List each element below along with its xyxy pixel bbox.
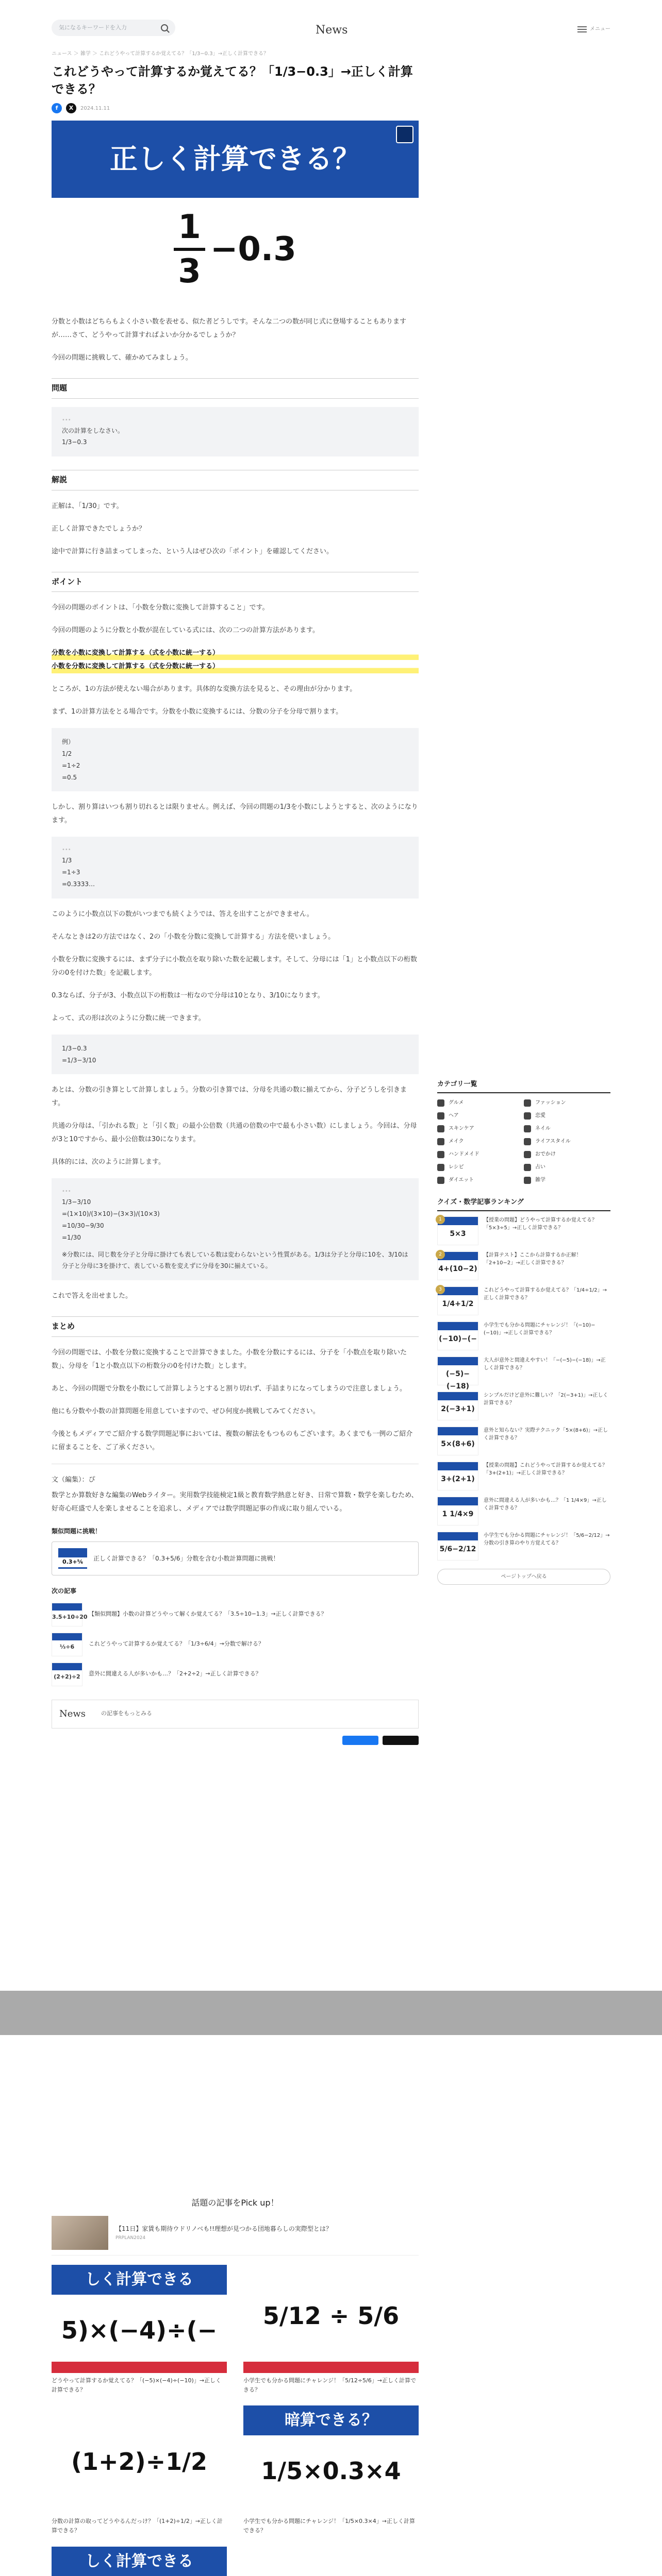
hero-fraction [174,208,205,291]
category-item[interactable] [524,1124,610,1133]
category-label: 占い [535,1164,545,1171]
pickup-card[interactable] [52,2405,227,2535]
thumb-band [438,1427,478,1435]
problem-box [52,407,419,457]
card-expr: 5)×(−4)÷(− [61,2316,218,2345]
pickup-card[interactable] [52,2547,227,2576]
category-label: スキンケア [449,1126,474,1132]
example-3-line: =1/3−3/10 [62,1056,96,1064]
hero-band-text: 正しく計算できる？ [52,121,419,198]
search-input[interactable] [52,20,175,36]
pickup-title: 話題の記事をPick up！ [191,2198,279,2208]
thumb-expr: 5/6−2/12 [439,1545,476,1554]
ranking-thumb [437,1321,478,1350]
ranking-title: これどうやって計算するか覚えてる？「1/4÷1/2」→正しく計算できる？ [484,1287,607,1301]
ranking-item[interactable] [437,1532,610,1561]
box-dots: ••• [62,847,71,853]
point-text-15: これで答えを出せました。 [52,1292,133,1300]
ranking-title: 意外に間違える人が多いかも…？「1 1/4×9」→正しく計算できる？ [484,1498,607,1512]
article-date: 2024.11.11 [80,105,110,111]
next-article-item[interactable] [52,1630,419,1659]
answer-text-2: 正しく計算できたでしょうか？ [52,524,146,533]
ranking-item[interactable] [437,1392,610,1420]
hero-expression [52,208,419,291]
next-article-thumb [52,1663,82,1686]
thumb-expr: 4+(10−2) [438,1265,477,1274]
ranking-title: 小学生でも分かる問題にチャレンジ！「5/6−2/12」→分数の引き算のやり方覚えてる？ [484,1533,610,1547]
ranking-title: シンプルだけど意外に難しい？「2(−3+1)」→正しく計算できる？ [484,1393,608,1406]
point-text-7: そんなときは2の方法ではなく、2の「小数を分数に変換して計算する」方法を使いましょう。 [52,933,335,941]
facebook-share-icon[interactable]: f [52,103,62,113]
ranking-item[interactable] [437,1427,610,1455]
category-icon [437,1164,444,1171]
ranking-item[interactable] [437,1251,610,1280]
category-icon [437,1112,444,1120]
category-icon [437,1138,444,1145]
example-box-2 [52,837,419,898]
thumb-expr: 1 1/4×9 [442,1510,474,1519]
next-article-thumb [52,1603,88,1626]
point-text-2: 今回の問題のように分数と小数が混在している式には、次の二つの計算方法があります。 [52,626,319,635]
category-label: 恋愛 [535,1113,545,1119]
search-icon[interactable] [161,24,168,31]
page-top-button[interactable]: ページトップへ戻る [437,1569,610,1585]
card-band: しく計算できる [52,2265,227,2295]
method-list [52,647,419,673]
challenge-text: 正しく計算できる？「0.3+5/6」分数を含む小数計算問題に挑戦！ [93,1554,279,1562]
example-3-line: 1/3−0.3 [62,1044,87,1052]
point-text-3: ところが、1の方法が使えない場合があります。具体的な変換方法を見ると、その理由が分かります。 [52,685,357,693]
ranking-title: 意外と知らない？実際テクニック「5×(8+6)」→正しく計算できる？ [484,1428,608,1442]
category-label: おでかけ [535,1151,556,1158]
category-label: ヘア [449,1113,459,1119]
sidebar [437,1079,610,1585]
thumb-band [438,1392,478,1400]
point-text-13: 具体的には、次のように計算します。 [52,1158,165,1166]
category-item[interactable] [524,1176,610,1184]
category-label: ファッション [535,1100,566,1106]
point-text-11: あとは、分数の引き算として計算しましょう。分数の引き算では、分母を共通の数に揃えてから、分子どうしを引きます。 [52,1086,407,1108]
pickup-card-image [243,2405,419,2514]
card-caption: どうやって計算するか覚えてる？「(−5)×(−4)÷(−10)」→正しく計算できる？ [52,2377,222,2393]
ranking-list [437,1216,610,1561]
point-intro: 今回の問題のポイントは、「小数を分数に変換して計算すること」です。 [52,604,269,612]
category-item[interactable] [437,1124,524,1133]
hero-denominator: 3 [178,252,201,291]
thumb-expr: 3+(2+1) [441,1475,475,1484]
next-article-title: 【類似問題】小数の計算どうやって解くか覚えてる？「3.5÷10−1.3」→正しく計算できる？ [89,1611,327,1618]
thumb-expr: (2+2)÷2 [54,1673,80,1680]
article [52,49,419,1745]
pickup-card[interactable] [243,2405,419,2535]
example-2-line: =1÷3 [62,869,80,876]
card-expr: (1+2)÷1/2 [71,2448,207,2476]
category-icon [437,1099,444,1107]
card-expr: 1/5×0.3×4 [261,2457,401,2485]
method-2: 小数を分数に変換して計算する（式を分数に統一する） [52,660,419,673]
pickup-main-source: PRPLAN2024 [115,2235,146,2241]
thumb-band [52,1633,82,1640]
card-band: 暗算できる？ [243,2405,419,2435]
pickup-main-title: 【11日】家賃も期待ウドリノベも!!理想が見つかる団地暮らしの実際型とは？ [115,2225,332,2233]
ranking-item[interactable] [437,1286,610,1315]
card-caption: 小学生でも分かる問題にチャレンジ！「1/5×0.3×4」→正しく計算できる？ [243,2518,415,2534]
category-icon [524,1151,531,1158]
rank-badge: 1 [436,1215,445,1224]
pickup-grid [52,2265,419,2576]
ranking-title: 【授業の問題】どうやって計算するか覚えてる？「5×3÷5」→正しく計算できる？ [484,1217,597,1231]
pickup-card-image [243,2547,419,2576]
hamburger-icon [577,29,587,30]
ranking-thumb [437,1427,478,1455]
menu-label: メニュー [590,26,610,32]
point-text-12: 共通の分母は、「引かれる数」と「引く数」の最小公倍数（共通の倍数の中で最も小さい数）にしましょう。今回は、分母が3と10ですから、最小公倍数は30になります。 [52,1122,417,1144]
fraction-bar [174,248,205,251]
ranking-thumb [437,1462,478,1490]
box-dots: ••• [62,417,71,423]
intro-text: 分数と小数はどちらもよく小さい数を表せる、似た者どうしです。そんな二つの数が同じ式に登場することもありますが……さて、どうやって計算すればよいか分かるでしょうか？ [52,318,406,340]
share-row [52,1736,419,1745]
ranking-item[interactable] [437,1216,610,1245]
thumb-band [438,1532,478,1540]
example-1-line: =0.5 [62,773,77,781]
example-4-line: =1/30 [62,1233,81,1241]
thumb-expr: 3.5+10÷20 [52,1613,88,1620]
pickup-card[interactable] [243,2547,419,2576]
site-logo[interactable]: News [316,24,348,37]
point-text-10: よって、式の形は次のように分数に統一できます。 [52,1014,205,1022]
answer-text-3: 途中で計算に行き詰まってしまった、という人はぜひ次の「ポイント」を確認してください。 [52,547,334,555]
category-list [437,1098,610,1184]
challenge-thumb-expr: 0.3+⅚ [58,1557,87,1567]
example-4-line: 1/3−3/10 [62,1198,91,1206]
answer-text-1: 正解は、「1/30」です。 [52,502,123,510]
example-1-line: 1/2 [62,750,72,758]
ranking-thumb [437,1357,478,1391]
category-item[interactable] [437,1098,524,1107]
card-stripe [243,2362,419,2373]
category-label: 雑学 [535,1177,545,1183]
x-share-icon[interactable]: X [66,103,76,113]
category-item[interactable] [524,1137,610,1146]
thumb-expr: 1/4+1/2 [442,1300,474,1309]
problem-line-2: 1/3−0.3 [62,438,87,446]
thumb-band [438,1462,478,1470]
point-text-5: しかし、割り算はいつも割り切れるとは限りません。例えば、今回の問題の1/3を小数にしようとすると、次のようになります。 [52,803,418,825]
site-header [0,0,662,56]
thumb-band [52,1663,82,1670]
section-heading-point: ポイント [52,572,419,592]
ranking-title: 大人が意外と間違えやすい！「−(−5)−(−18)」→正しく計算できる？ [484,1358,606,1371]
ranking-heading: クイズ・数学記事ランキング [437,1197,610,1211]
hero-rest: −0.3 [210,230,296,268]
ranking-title: 【計算テスト】ここから計算するか正解！「2+10−2」→正しく計算できる？ [484,1252,582,1266]
example-box-4 [52,1178,419,1280]
pickup-card[interactable] [52,2265,227,2394]
summary-text-3: 他にも分数や小数の計算問題を用意していますので、ぜひ何度か挑戦してみてください。 [52,1407,320,1415]
example-2-line: 1/3 [62,857,72,865]
next-article-title: これどうやって計算するか覚えてる？「1/3÷6/4」→分数で解ける？ [89,1640,264,1648]
category-icon [524,1112,531,1120]
category-label: メイク [449,1139,464,1145]
ranking-thumb [437,1286,478,1315]
thumb-expr: ⅓÷6 [59,1643,75,1650]
problem-line-1: 次の計算をしなさい。 [62,427,124,434]
category-icon [524,1099,531,1107]
thumb-expr: 5×3 [450,1230,466,1239]
challenge-heading: 類似問題に挑戦！ [52,1527,102,1535]
page-title: これどうやって計算するか覚えてる？「1/3−0.3」→正しく計算できる？ [52,64,413,96]
example-box-3 [52,1035,419,1075]
example-4-line: =10/30−9/30 [62,1222,104,1230]
section-heading-summary: まとめ [52,1316,419,1337]
summary-text-1: 今回の問題では、小数を分数に変換することで計算できました。小数を分数にするには、分子を「小数点を取り除いた数」、分母を「1と小数点以下の桁数分の0を付けた数」とします。 [52,1348,407,1370]
pickup-section [52,2196,419,2576]
category-label: レシピ [449,1164,464,1171]
point-text-8: 小数を分数に変換するには、まず分子に小数点を取り除いた数を記載します。そして、分母には「1」と小数点以下の桁数分の0を付けた数」を記載します。 [52,955,417,977]
hero-numerator: 1 [178,208,201,247]
category-label: グルメ [449,1100,464,1106]
ranking-thumb [437,1251,478,1280]
category-label: ライフスタイル [535,1139,571,1145]
category-heading: カテゴリ一覧 [437,1079,610,1093]
rank-badge: 2 [436,1250,445,1259]
category-icon [437,1177,444,1184]
chat-icon[interactable] [396,126,413,143]
point-text-6: このように小数点以下の数がいつまでも続くようでは、答えを出すことができません。 [52,910,313,918]
example-2-line: =0.3333… [62,880,95,888]
intro-text-2: 今回の問題に挑戦して、確かめてみましょう。 [52,354,192,362]
pickup-card-image [52,2547,227,2576]
x-share-button[interactable] [383,1736,419,1745]
category-icon [437,1125,444,1132]
author-bio: 数学とか算数好きな編集のWebライター。実用数学技能検定1級と教育数学熱意と好き、日常で算数・数学を楽しむため、好奇心旺盛で人を楽しませることを追求し、メディアでは数学問題記事の作成に取り組んでいる。 [52,1491,418,1513]
thumb-expr: 5×(8+6) [441,1440,475,1449]
example-box-1 [52,728,419,791]
overlay-strip [0,1991,662,2035]
thumb-expr: (−10)−(− [439,1335,477,1344]
more-news-text: の記事をもっとみる [101,1710,153,1717]
category-label: ダイエット [449,1177,474,1183]
category-item[interactable] [437,1150,524,1159]
card-band: しく計算できる [52,2547,227,2576]
challenge-card[interactable] [52,1541,419,1575]
next-article-item[interactable] [52,1600,419,1630]
category-icon [437,1151,444,1158]
category-icon [524,1177,531,1184]
example-4-note: ※分数には、同じ数を分子と分母に掛けても表している数は変わらないという性質がある。1/3は分子と分母に10を、3/10は分子と分母に3を掛けて、表している数を変えずに分母を30に揃えている。 [62,1250,408,1270]
ranking-thumb [437,1216,478,1245]
next-article-title: 意外に間違える人が多いかも…？「2+2÷2」→正しく計算できる？ [89,1670,261,1677]
card-caption: 小学生でも分かる問題にチャレンジ！「5/12÷5/6」→正しく計算できる？ [243,2377,416,2393]
category-item[interactable] [437,1163,524,1172]
point-text-9: 0.3ならば、分子が3、小数点以下の桁数は一桁なので分母は10となり、3/10になります。 [52,991,324,999]
section-heading-problem: 問題 [52,378,419,399]
pickup-main-photo [52,2216,108,2250]
thumb-band [438,1322,478,1330]
box-dots: ••• [62,1189,71,1195]
ranking-item[interactable] [437,1462,610,1490]
ranking-title: 【授業の問題】これどうやって計算するか覚えてる？「3+(2+1)」→正しく計算できる？ [484,1463,607,1477]
challenge-thumb [58,1548,87,1569]
category-item[interactable] [437,1176,524,1184]
pickup-card-image [52,2405,227,2514]
example-1-line: 例） [62,738,75,746]
rank-badge: 3 [436,1285,445,1294]
method-1: 分数を小数に変換して計算する（式を小数に統一する） [52,647,419,660]
pickup-card-image [52,2265,227,2373]
thumb-band [438,1497,478,1505]
breadcrumb[interactable]: ニュース ＞ 雑学 ＞ これどうやって計算するか覚えてる？「1/3−0.3」→正しく計算できる？ [52,51,269,57]
category-label: ネイル [535,1126,551,1132]
article-meta [52,103,419,113]
next-article-item[interactable] [52,1659,419,1689]
thumb-band [438,1357,478,1365]
hero-image [52,121,419,306]
search-placeholder: 気になるキーワードを入力 [59,24,127,31]
more-news-link[interactable] [52,1700,419,1729]
card-expr: 5/12 ÷ 5/6 [262,2302,400,2330]
ranking-thumb [437,1532,478,1561]
ranking-title: 小学生でも分かる問題にチャレンジ！「(−10)−(−10)」→正しく計算できる？ [484,1323,595,1336]
author-label: 文（編集）：ぴ [52,1476,95,1484]
pickup-card-image [243,2265,419,2373]
ranking-thumb [437,1497,478,1526]
category-item[interactable] [437,1111,524,1120]
thumb-expr: (−5)−(−18) [446,1370,470,1391]
category-item[interactable] [524,1150,610,1159]
section-heading-answer: 解説 [52,470,419,490]
news-logo: News [59,1708,86,1719]
next-article-thumb [52,1633,82,1656]
category-item[interactable] [524,1163,610,1172]
thumb-expr: 2(−3+1) [441,1405,475,1414]
summary-text-2: あと、今回の問題で分数を小数にして計算しようとすると割り切れず、手詰まりになってしまうので注意しましょう。 [52,1384,406,1393]
next-article-heading: 次の記事 [52,1587,77,1595]
category-item[interactable] [524,1111,610,1120]
example-1-line: =1÷2 [62,761,80,769]
ranking-item[interactable] [437,1321,610,1350]
card-stripe [52,2362,227,2373]
pickup-main-item[interactable] [52,2216,419,2256]
category-icon [524,1125,531,1132]
card-caption: 分数の計算の取ってどうやるんだっけ？「(1+2)÷1/2」→正しく計算できる？ [52,2518,223,2534]
thumb-band [52,1603,82,1611]
category-label: ハンドメイド [449,1151,479,1158]
facebook-share-button[interactable] [342,1736,378,1745]
category-icon [524,1164,531,1171]
pickup-card[interactable] [243,2265,419,2394]
ranking-thumb [437,1392,478,1420]
category-item[interactable] [524,1098,610,1107]
category-icon [524,1138,531,1145]
example-4-line: =(1×10)/(3×10)−(3×3)/(10×3) [62,1210,160,1218]
point-text-4: まず、1の計算方法をとる場合です。分数を小数に変換するには、分数の分子を分母で割ります。 [52,708,343,716]
ranking-item[interactable] [437,1497,610,1526]
summary-text-4: 今後ともメディアでご紹介する数学問題記事においては、複数の解法をもつものもございます。あくまでも一例のご紹介に留まることを、ご了承ください。 [52,1430,413,1451]
menu-button[interactable] [577,25,610,33]
ranking-item[interactable] [437,1357,610,1391]
category-item[interactable] [437,1137,524,1146]
